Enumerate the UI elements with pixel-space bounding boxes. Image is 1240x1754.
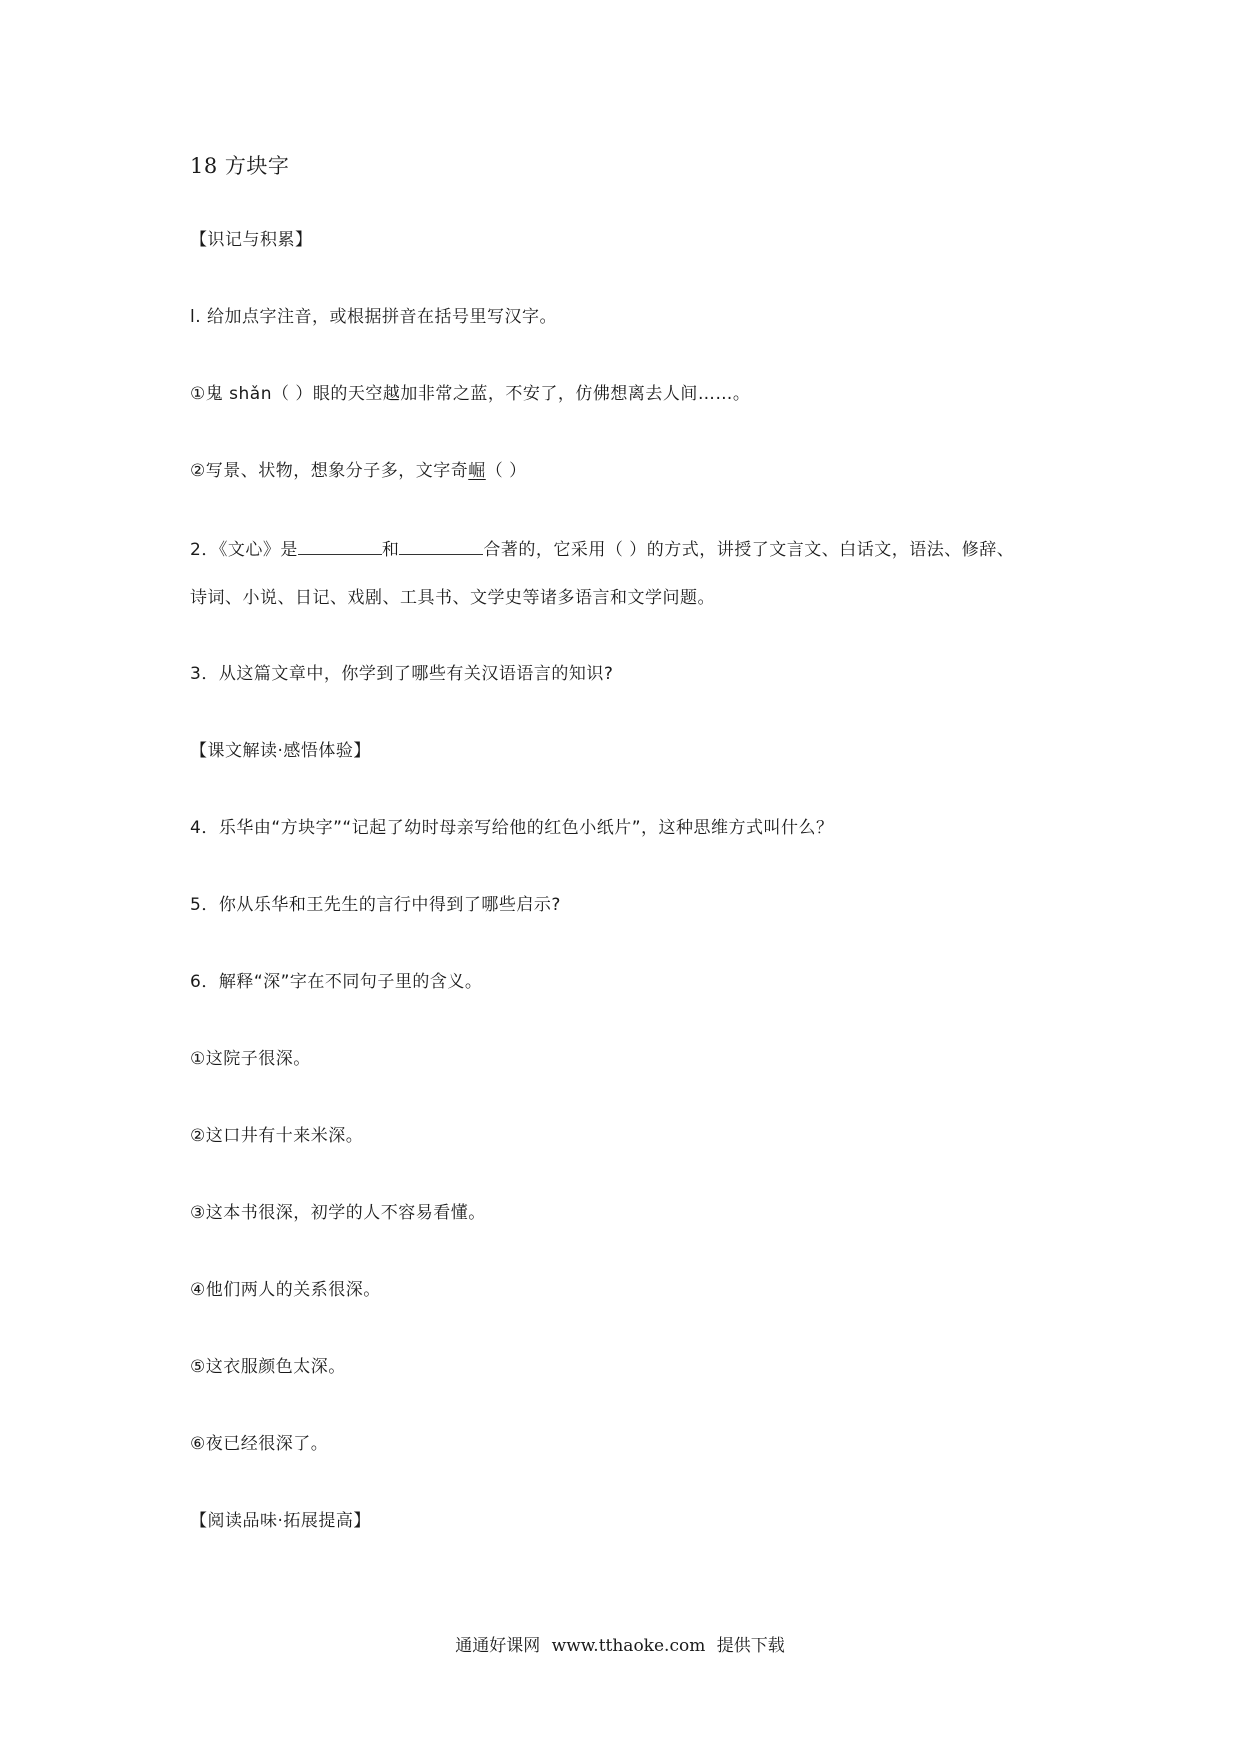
question-6-item: ⑤这衣服颜色太深。 [190,1357,346,1377]
question-6-item: ③这本书很深，初学的人不容易看懂。 [190,1203,486,1223]
question-5: 5．你从乐华和王先生的言行中得到了哪些启示? [190,895,561,915]
question-1-item-b-text: ②写景、状物，想象分子多，文字奇 [190,461,469,481]
section-heading-1: 【识记与积累】 [190,230,313,250]
question-6-item: ②这口井有十来米深。 [190,1126,364,1146]
question-1-item-b [190,459,527,483]
answer-parentheses: （ ） [485,461,527,481]
question-6-stem: 6．解释“深”字在不同句子里的含义。 [190,972,483,992]
question-6-item: ⑥夜已经很深了。 [190,1434,329,1454]
question-3: 3．从这篇文章中，你学到了哪些有关汉语语言的知识? [190,664,614,684]
question-4: 4．乐华由“方块字”“记起了幼时母亲写给他的红色小纸片”，这种思维方式叫什么？ [190,818,834,838]
question-2-text-a: 2．《文心》是 [190,540,298,560]
page-title: 18 方块字 [190,154,290,178]
question-6-item: ①这院子很深。 [190,1049,311,1069]
section-heading-3: 【阅读品味·拓展提高】 [190,1511,371,1531]
fill-blank-1[interactable] [298,536,382,555]
page-footer: 通通好课网 www.tthaoke.com 提供下载 [455,1636,785,1656]
question-1-stem: l. 给加点字注音，或根据拼音在括号里写汉字。 [190,307,558,327]
question-2-line-1 [190,536,1014,562]
question-2-text-c: 合著的，它采用（ ）的方式，讲授了文言文、白话文，语法、修辞、 [483,540,1015,560]
question-2-line-2: 诗词、小说、日记、戏剧、工具书、文学史等诸多语言和文学问题。 [190,588,715,608]
section-heading-2: 【课文解读·感悟体验】 [190,741,371,761]
question-2-text-b: 和 [381,540,400,560]
question-6-item: ④他们两人的关系很深。 [190,1280,381,1300]
dotted-character: 崛 [468,461,486,481]
question-1-item-a: ①鬼 shǎn（ ）眼的天空越加非常之蓝，不安了，仿佛想离去人间……。 [190,384,751,404]
fill-blank-2[interactable] [399,536,483,555]
